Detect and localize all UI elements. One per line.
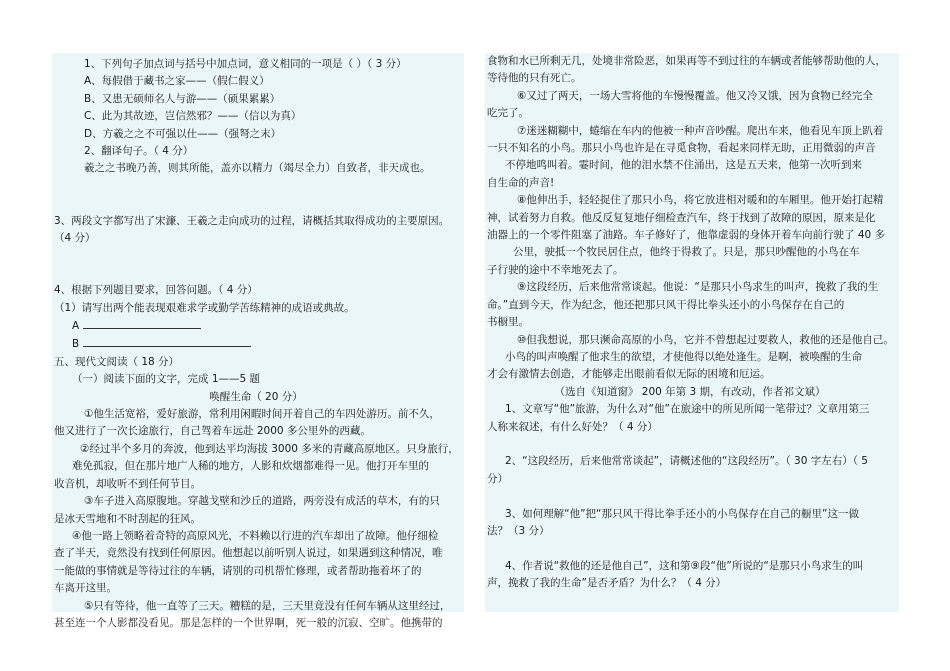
option-c: C、此为其故迹，岂信然邪？——（信以为真） [84, 110, 302, 123]
option-a: A、每假借于藏书之家——（假仁假义） [84, 75, 270, 88]
paragraph-10: ⑩但我想说，那只濒命高原的小鸟，它并不曾想起过要救人，救他的还是他自己。 [517, 333, 894, 346]
paragraph-1-cont: 他又进行了一次长途旅行，自己驾着车远赴 2000 多公里外的西藏。 [54, 425, 371, 438]
reading-question-2-cont: 分） [487, 472, 508, 485]
paragraph-4-end: 车离开这里。 [54, 582, 117, 595]
question-3: 3、两段文字都写出了宋濂、王羲之走向成功的过程，请概括其取得成功的主要原因。 [54, 214, 450, 227]
question-1: 1、下列句子加点词与括号中加点词，意义相同的一项是（ ）（ 3 分） [84, 58, 407, 70]
paragraph-2-cont: 难免孤寂，但在那片地广人稀的地方，人影和炊烟都难得一见。他打开车里的 [72, 460, 429, 473]
question-4-sub: （1）请写出两个能表现艰难求学或勤学苦练精神的成语或典故。 [54, 301, 355, 314]
paragraph-9: ⑨这段经历，后来他常常谈起。他说：“是那只小鸟求生的叫声，挽救了我的生 [517, 281, 879, 294]
right-column [485, 53, 899, 612]
reading-question-3: 3、如何理解“他”把“那只风干得比拳手还小的小鸟保存在自己的橱里”这一做 [505, 507, 859, 520]
section-5-1-heading: （一）阅读下面的文字，完成 1——5 题 [72, 373, 261, 386]
article-source: （选自《知道窗》 200 年第 3 期，有改动，作者祁文斌） [554, 385, 826, 398]
paragraph-1: ①他生活宽裕，爱好旅游，常利用闲暇时间开着自己的车四处游历。前不久， [84, 408, 440, 421]
paragraph-9-cont: 命。”直到今天，作为纪念，他还把那只风干得比拳头还小的小鸟保存在自己的 [487, 298, 845, 311]
paragraph-6-cont: 吃完了。 [487, 107, 529, 120]
paragraph-2: ②经过半个多月的奔波，他到达平均海拔 3000 多米的青藏高原地区。只身旅行， [80, 442, 459, 455]
paragraph-10-cont: 小鸟的叫声唤醒了他求生的欲望，才使他得以绝处逢生。是啊，被唤醒的生命 [505, 350, 862, 363]
answer-line-b: B [54, 335, 458, 353]
reading-question-4: 4、作者说“救他的还是他自己”，这和第⑨段“他”所说的“是那只小鸟求生的叫 [505, 559, 864, 572]
paragraph-5: ⑤只有等待，他一直等了三天。糟糕的是，三天里竟没有任何车辆从这里经过， [84, 599, 451, 612]
paragraph-7-cont2: 不停地鸣叫着。霎时间，他的泪水禁不住涌出，这是五天来，他第一次听到来 [505, 159, 862, 172]
paragraph-8-cont3: 公里，驶抵一个牧民居住点，他终于得救了。只是，那只吵醒他的小鸟在车 [513, 246, 860, 259]
paragraph-6: ⑥又过了两天，一场大雪将他的车慢慢覆盖。他又冷又饿，因为食物已经完全 [517, 89, 873, 102]
paragraph-7: ⑦迷迷糊糊中，蜷缩在车内的他被一种声音吵醒。爬出车来，他看见车顶上趴着 [517, 124, 884, 137]
paragraph-8-cont: 神，试着努力自救。他反反复复地仔细检查汽车，终于找到了故障的原因，原来是化 [487, 211, 876, 224]
paragraph-8-cont2: 油器上的一个零件阻塞了油路。车子修好了，他靠虚弱的身体开着车向前行驶了 40 多 [487, 229, 886, 242]
reading-question-2: 2、“这段经历，后来他常常谈起”，请概述他的“这段经历”。（ 30 字左右）（ 5 [505, 455, 868, 468]
paragraph-4: ④他一路上领略着奇特的高原风光，不料赖以行进的汽车却出了故障。他仔细检 [72, 529, 439, 542]
paragraph-9-end: 书橱里。 [487, 316, 529, 329]
paragraph-2-end: 收音机，却收听不到任何节目。 [54, 477, 201, 490]
paragraph-4-cont2: 一能做的事情就是等待过往的车辆，请别的司机帮忙修理，或者帮助拖着坏了的 [54, 564, 422, 577]
paragraph-7-end: 自生命的声音! [487, 176, 555, 189]
paragraph-10-end: 才会有激情去创造，才能够走出眼前看似无际的困境和厄运。 [487, 368, 771, 381]
question-2: 2、翻译句子。（ 4 分） [84, 145, 194, 158]
section-5-heading: 五、现代文阅读（ 18 分） [54, 355, 180, 368]
paragraph-8: ⑧他伸出手，轻轻捉住了那只小鸟，将它放进相对暖和的车厢里。他开始打起精 [517, 194, 884, 207]
paragraph-8-end: 子行驶的途中不幸地死去了。 [487, 263, 624, 276]
question-4: 4、根据下列题目要求，回答问题。（ 4 分） [54, 284, 258, 297]
reading-question-4-cont: 声，挽救了我的生命”是否矛盾？为什么？（ 4 分） [487, 577, 727, 590]
paragraph-5-end: 食物和水已所剩无几，处境非常险恶，如果再等不到过往的车辆或者能够帮助他的人， [487, 55, 886, 67]
paragraph-4-cont: 查了半天，竟然没有找到任何原因。他想起以前听别人说过，如果遇到这种情况，唯 [54, 547, 443, 560]
reading-question-3-cont: 法？（3 分） [487, 524, 550, 537]
paragraph-3-cont: 是冰天雪地和不时刮起的狂风。 [54, 512, 201, 525]
translation-sentence: 羲之之书晚乃善，则其所能，盖亦以精力（竭尽全力）自致者，非天成也。 [84, 162, 431, 175]
article-title: 唤醒生命（ 20 分） [209, 390, 303, 403]
paragraph-5-end2: 等待他的只有死亡。 [487, 72, 582, 85]
paragraph-3: ③车子进入高原腹地。穿越戈壁和沙丘的道路，两旁没有成活的草木，有的只 [84, 495, 440, 508]
answer-line-a: A [54, 317, 458, 335]
option-d: D、方羲之之不可强以仕——（强弩之末） [84, 127, 282, 140]
reading-question-1: 1、文章写“他”旅游，为什么对“他”在旅途中的所见所闻一笔带过？文章用第三 [505, 403, 870, 416]
left-column [52, 53, 464, 629]
option-b: B、又患无硕师名人与游——（硕果累累） [84, 92, 281, 105]
reading-question-1-cont: 人称来叙述，有什么好处？（ 4 分） [487, 420, 658, 433]
paragraph-7-cont: 一只不知名的小鸟。那只小鸟也许是在寻觅食物，看起来同样无助，正用微弱的声音 [487, 142, 876, 155]
question-3-score: （4 分） [54, 232, 96, 245]
paragraph-5-cont: 甚至连一个人影都没看见。那是怎样的一个世界啊，死一般的沉寂、空旷。他携带的 [54, 616, 443, 629]
